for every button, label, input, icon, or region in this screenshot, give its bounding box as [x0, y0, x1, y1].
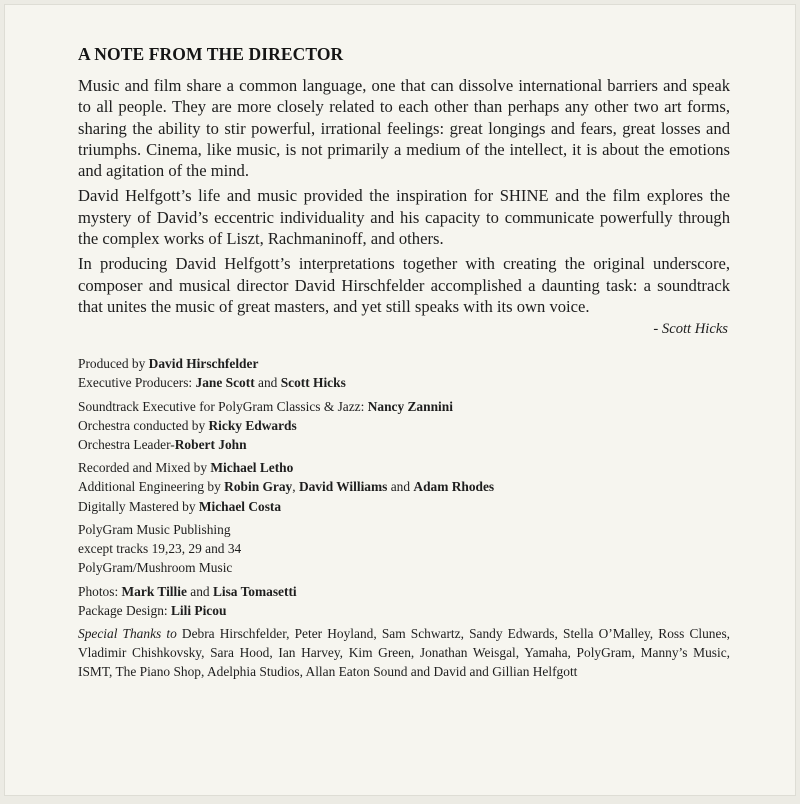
- credit-conjunction: and: [387, 479, 414, 495]
- credit-label: Package Design:: [78, 602, 171, 618]
- credit-conjunction: and: [186, 583, 213, 599]
- credit-name: Michael Letho: [210, 460, 294, 476]
- credit-label: Produced by: [78, 356, 149, 372]
- credit-label: Recorded and Mixed by: [78, 460, 211, 476]
- credit-conjunction: and: [254, 375, 281, 391]
- credit-separator: ,: [292, 479, 299, 495]
- credit-name: Michael Costa: [198, 498, 282, 514]
- special-thanks-label: Special Thanks to: [78, 625, 177, 641]
- special-thanks-text: Debra Hirschfelder, Peter Hoyland, Sam Schwartz, Sandy Edwards, Stella O’Malley, Ross Clunes, Vladimir Chishkovsky, Sara Hood, Ian Harvey, Kim Green, Jonathan Weisgal, Yamaha, PolyGram, Manny’s Music, ISMT, The Piano Shop, Adelphia Studios, Allan Eaton Sound and David and Gillian Helfgott: [78, 625, 731, 680]
- credit-orchestra-leader: [78, 435, 730, 454]
- credit-name: Mark Tillie: [121, 583, 187, 599]
- credit-name: Robert John: [174, 437, 247, 453]
- special-thanks: [78, 624, 730, 682]
- booklet-page: [4, 4, 796, 796]
- publishing-line-2: except tracks 19,23, 29 and 34: [78, 541, 242, 557]
- credits-group-engineering: [78, 458, 730, 516]
- page-title: A NOTE FROM THE DIRECTOR: [78, 44, 344, 64]
- credit-name: David Hirschfelder: [148, 356, 259, 372]
- credit-produced-by: [78, 354, 730, 373]
- credits-group-publishing: [78, 520, 730, 578]
- credit-soundtrack-executive: [78, 397, 730, 416]
- credits-section: [78, 354, 730, 681]
- director-note-paragraph-2: David Helfgott’s life and music provided the inspiration for SHINE and the film explores the mystery of David’s eccentric individuality and his capacity to communicate powerfully through the complex works of Liszt, Rachmaninoff, and others.: [78, 186, 730, 249]
- credit-digitally-mastered: [78, 497, 730, 516]
- credit-label: Photos:: [78, 583, 122, 599]
- publishing-line-1: PolyGram Music Publishing: [78, 521, 231, 537]
- credit-label: Orchestra conducted by: [78, 417, 209, 433]
- credit-name: Nancy Zannini: [367, 398, 453, 414]
- credit-label: Executive Producers:: [78, 375, 196, 391]
- credit-name: Ricky Edwards: [208, 417, 297, 433]
- credit-name: Robin Gray: [224, 479, 293, 495]
- credits-group-orchestra: [78, 397, 730, 455]
- signature: - Scott Hicks: [653, 321, 728, 338]
- credits-group-design: [78, 582, 730, 620]
- credit-label: Soundtrack Executive for PolyGram Classics & Jazz:: [78, 398, 368, 414]
- credit-additional-engineering: [78, 477, 730, 496]
- page-content: [78, 44, 730, 682]
- credit-photos: [78, 582, 730, 601]
- credit-label: Additional Engineering by: [78, 479, 225, 495]
- credit-name: David Williams: [298, 479, 388, 495]
- publishing-line-3: PolyGram/Mushroom Music: [78, 560, 233, 576]
- credit-name: Jane Scott: [195, 375, 255, 391]
- credit-name: Lili Picou: [170, 602, 227, 618]
- credit-name: Adam Rhodes: [413, 479, 495, 495]
- credit-executive-producers: [78, 373, 730, 392]
- director-note-paragraph-1: Music and film share a common language, one that can dissolve international barriers and speak to all people. They are more closely related to each other than perhaps any other two art forms, sharing the ability to stir powerful, irrational feelings: great longings and fears, great losses and triumphs. Cinema, like music, is not primarily a medium of the intellect, it is about the emotions and agitation of the mind.: [78, 76, 730, 181]
- credit-name: Scott Hicks: [280, 375, 346, 391]
- credit-label: Digitally Mastered by: [78, 498, 199, 514]
- credit-recorded-mixed: [78, 458, 730, 477]
- credit-orchestra-conducted: [78, 416, 730, 435]
- credit-package-design: [78, 601, 730, 620]
- credits-group-producers: [78, 354, 730, 392]
- director-note-paragraph-3: In producing David Helfgott’s interpretations together with creating the original underscore, composer and musical director David Hirschfelder accomplished a daunting task: a soundtrack that unites the music of great masters, and yet still speaks with its own voice.: [78, 254, 730, 316]
- credit-label: Orchestra Leader-: [78, 437, 175, 453]
- credit-name: Lisa Tomasetti: [212, 583, 297, 599]
